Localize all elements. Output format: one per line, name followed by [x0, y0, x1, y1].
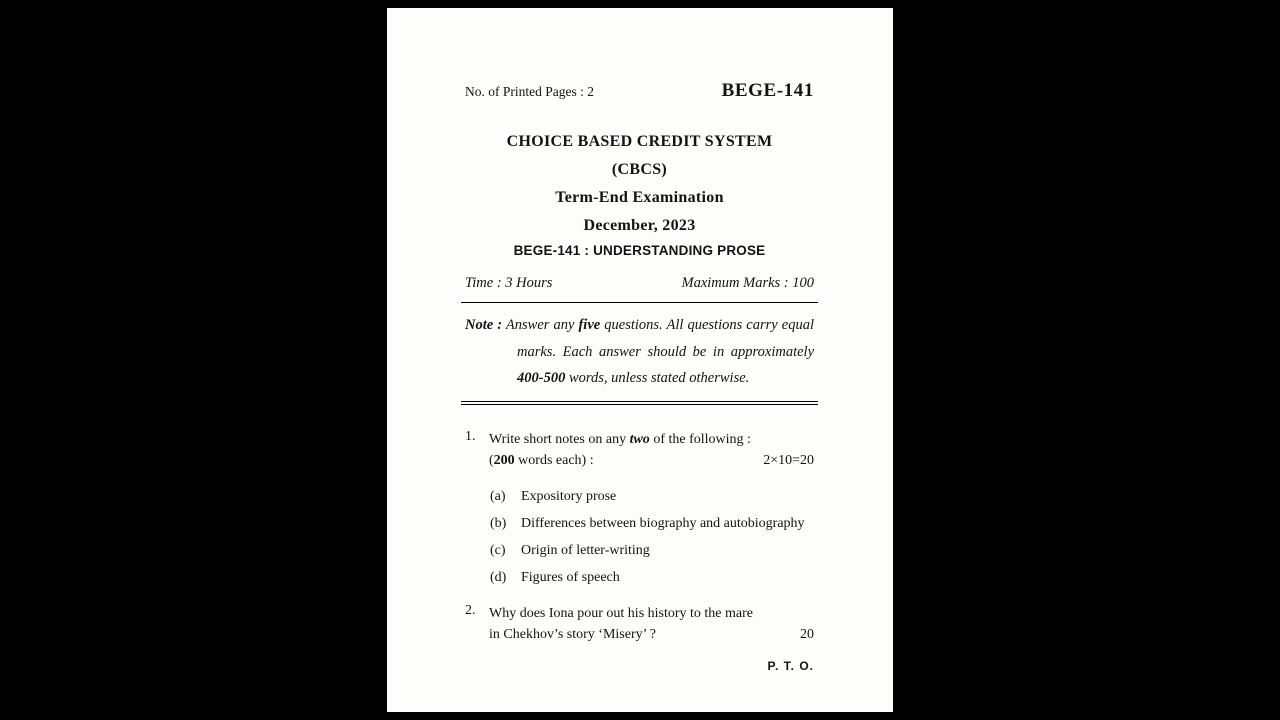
- question-2: [465, 603, 814, 646]
- item-a-text: Expository prose: [521, 488, 617, 504]
- printed-pages-label: No. of Printed Pages : 2: [465, 84, 594, 99]
- q1-paren: (: [489, 453, 494, 468]
- pto-label: P. T. O.: [767, 658, 814, 673]
- horizontal-rule: [461, 302, 818, 303]
- question-1-line2: [489, 450, 814, 472]
- list-item: [489, 513, 814, 535]
- q1-seg1: Write short notes on any: [489, 431, 630, 447]
- subject-line: BEGE-141 : UNDERSTANDING PROSE: [513, 243, 766, 258]
- note-label: Note :: [465, 317, 503, 333]
- list-item: [489, 540, 814, 562]
- question-2-line2: [489, 624, 814, 646]
- q1-word-count: 200: [493, 453, 515, 468]
- page-content: [465, 80, 814, 673]
- question-1-items: [489, 486, 814, 589]
- item-b-label: (b): [490, 515, 507, 531]
- question-2-marks: 20: [800, 627, 814, 642]
- q1-seg2: two: [629, 431, 650, 447]
- question-2-number: 2.: [465, 602, 476, 618]
- item-c-text: Origin of letter-writing: [521, 542, 650, 558]
- note-seg1: Answer any: [502, 317, 579, 333]
- question-1-number: 1.: [465, 428, 476, 444]
- q1-seg3: of the following :: [649, 431, 751, 447]
- title-line-2: (CBCS): [611, 161, 668, 178]
- paper-code: BEGE-141: [721, 80, 814, 101]
- title-block: [465, 128, 814, 240]
- question-1-line1: [489, 429, 814, 451]
- question-2-line1: Why does Iona pour out his history to the mare: [489, 605, 754, 621]
- item-c-label: (c): [490, 542, 506, 558]
- item-d-label: (d): [490, 569, 507, 585]
- document-page: [387, 8, 893, 712]
- question-1: [465, 429, 814, 594]
- item-b-text: Differences between biography and autobiography: [521, 515, 805, 531]
- header-row: [465, 80, 814, 102]
- q1-words-rest: words each) :: [514, 453, 594, 468]
- title-line-3: Term-End Examination: [555, 189, 724, 206]
- note-paragraph: [465, 312, 814, 392]
- question-2-body: [489, 603, 814, 646]
- title-line-4: December, 2023: [583, 217, 696, 234]
- title-line-1: CHOICE BASED CREDIT SYSTEM: [506, 133, 773, 150]
- time-label: Time : 3 Hours: [465, 275, 553, 291]
- question-1-body: [489, 429, 814, 594]
- double-horizontal-rule: [461, 401, 818, 405]
- list-item: [489, 486, 814, 508]
- question-2-line2-text: in Chekhov’s story ‘Misery’ ?: [489, 627, 656, 642]
- note-seg5: words, unless stated otherwise.: [565, 370, 750, 386]
- meta-row: [465, 275, 814, 292]
- item-a-label: (a): [490, 488, 506, 504]
- note-seg4: 400-500: [517, 370, 566, 386]
- list-item: [489, 567, 814, 589]
- q1-words-each: [489, 450, 594, 472]
- note-seg3: questions. All questions carry equal marks. Each answer should be in approximately: [517, 317, 814, 360]
- item-d-text: Figures of speech: [521, 569, 620, 585]
- note-seg2: five: [578, 317, 601, 333]
- max-marks-label: Maximum Marks : 100: [681, 275, 814, 291]
- question-1-marks: 2×10=20: [763, 453, 814, 468]
